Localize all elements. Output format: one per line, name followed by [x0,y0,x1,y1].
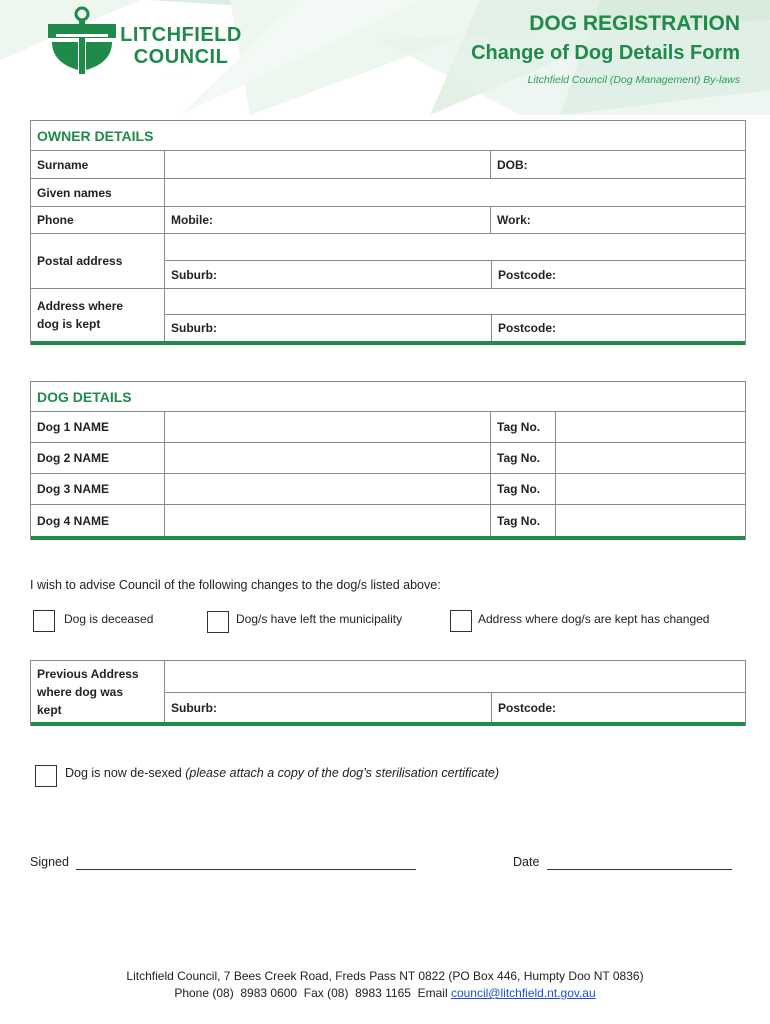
footer-contact [0,985,770,1002]
previous-postcode-field[interactable]: Postcode: [491,693,745,722]
dog-4-name-label: Dog 4 NAME [37,513,109,528]
dog-kept-address-label-1: Address where [37,299,124,313]
desexed-text: Dog is now de-sexed [65,766,186,780]
postal-address-label: Postal address [37,254,123,268]
date-label: Date [513,855,540,869]
dog-1-tag-field[interactable] [555,412,745,442]
dog-kept-address-label [31,289,164,341]
dob-field[interactable]: DOB: [490,151,745,178]
previous-address-bottom-bar [31,722,745,726]
dog-kept-address-field[interactable] [165,289,745,315]
postal-suburb-field[interactable]: Suburb: [171,267,217,282]
previous-address-label-2: where dog was [37,684,124,699]
desexed-label [65,766,499,780]
work-field[interactable]: Work: [490,207,745,233]
dog-2-name-label: Dog 2 NAME [37,451,109,465]
council-emblem-icon [44,6,124,76]
form-title: DOG REGISTRATION [529,12,740,35]
previous-address-field[interactable] [165,661,745,693]
dog-kept-postcode-field[interactable]: Postcode: [491,315,745,341]
dog-details-heading: DOG DETAILS [31,382,745,412]
previous-address-label-3: kept [37,702,62,717]
dog-kept-address-label-2: dog is kept [37,317,101,331]
dog-row [31,443,745,474]
previous-address-label-1: Previous Address [37,666,139,681]
footer-phone-fax: Phone (08) 8983 0600 Fax (08) 8983 1165 Email [174,986,451,1000]
form-title-block [471,10,740,88]
signature-line[interactable] [76,856,416,870]
owner-details-heading: OWNER DETAILS [31,121,745,151]
dog-details-bottom-bar [31,536,745,540]
address-changed-checkbox[interactable] [450,610,472,632]
desexed-checkbox[interactable] [35,765,57,787]
dog-1-name-field[interactable] [164,412,490,442]
dog-1-tag-label: Tag No. [490,412,555,442]
logo-line-2: COUNCIL [133,46,229,68]
dog-3-name-label: Dog 3 NAME [37,482,109,496]
dog-4-name-field[interactable] [164,505,490,536]
postal-postcode-field[interactable]: Postcode: [491,261,745,288]
address-changed-label: Address where dog/s are kept has changed [478,612,710,626]
dog-3-name-field[interactable] [164,474,490,504]
dog-2-tag-label: Tag No. [490,443,555,473]
deceased-checkbox[interactable] [33,610,55,632]
logo-wordmark [116,24,246,68]
given-names-label: Given names [37,185,112,200]
owner-details-bottom-bar [31,341,745,345]
given-names-field[interactable] [164,179,745,206]
dog-kept-suburb-field[interactable]: Suburb: [171,321,217,335]
desexed-note: (please attach a copy of the dog’s sterilisation certificate) [185,766,500,780]
form-subtitle: Change of Dog Details Form [471,42,740,64]
phone-row [31,207,745,234]
date-line[interactable] [547,856,732,870]
dog-2-tag-field[interactable] [555,443,745,473]
surname-field[interactable] [164,151,490,178]
phone-label: Phone [37,213,74,227]
bylaw-reference: Litchfield Council (Dog Management) By-laws [527,74,740,86]
dog-3-tag-label: Tag No. [490,474,555,504]
previous-address-table [30,660,746,726]
changes-intro: I wish to advise Council of the following changes to the dog/s listed above: [30,578,441,592]
dog-row [31,474,745,505]
dog-row [31,412,745,443]
dog-4-tag-label: Tag No. [490,505,555,536]
dog-row [31,505,745,536]
postal-address-field[interactable] [165,234,745,261]
surname-row [31,151,745,179]
left-municipality-label: Dog/s have left the municipality [236,612,403,626]
council-logo [44,6,264,76]
dog-details-table [30,381,746,540]
previous-address-row [31,661,745,722]
logo-line-1: LITCHFIELD [120,24,242,46]
postal-address-row [31,234,745,289]
mobile-field[interactable]: Mobile: [164,207,490,233]
deceased-label: Dog is deceased [64,612,154,626]
previous-address-label [31,661,164,722]
dog-4-tag-field[interactable] [555,505,745,536]
previous-suburb-field[interactable]: Suburb: [171,700,217,715]
surname-label: Surname [37,157,89,172]
left-municipality-checkbox[interactable] [207,611,229,633]
dog-1-name-label: Dog 1 NAME [37,420,109,434]
dog-kept-address-row [31,289,745,341]
footer [0,968,770,1002]
footer-email-link[interactable]: council@litchfield.nt.gov.au [450,986,596,1000]
footer-address: Litchfield Council, 7 Bees Creek Road, Freds Pass NT 0822 (PO Box 446, Humpty Doo NT 0836) [126,969,644,983]
dog-2-name-field[interactable] [164,443,490,473]
signed-label: Signed [30,855,69,869]
given-names-row [31,179,745,207]
dog-3-tag-field[interactable] [555,474,745,504]
owner-details-table [30,120,746,345]
